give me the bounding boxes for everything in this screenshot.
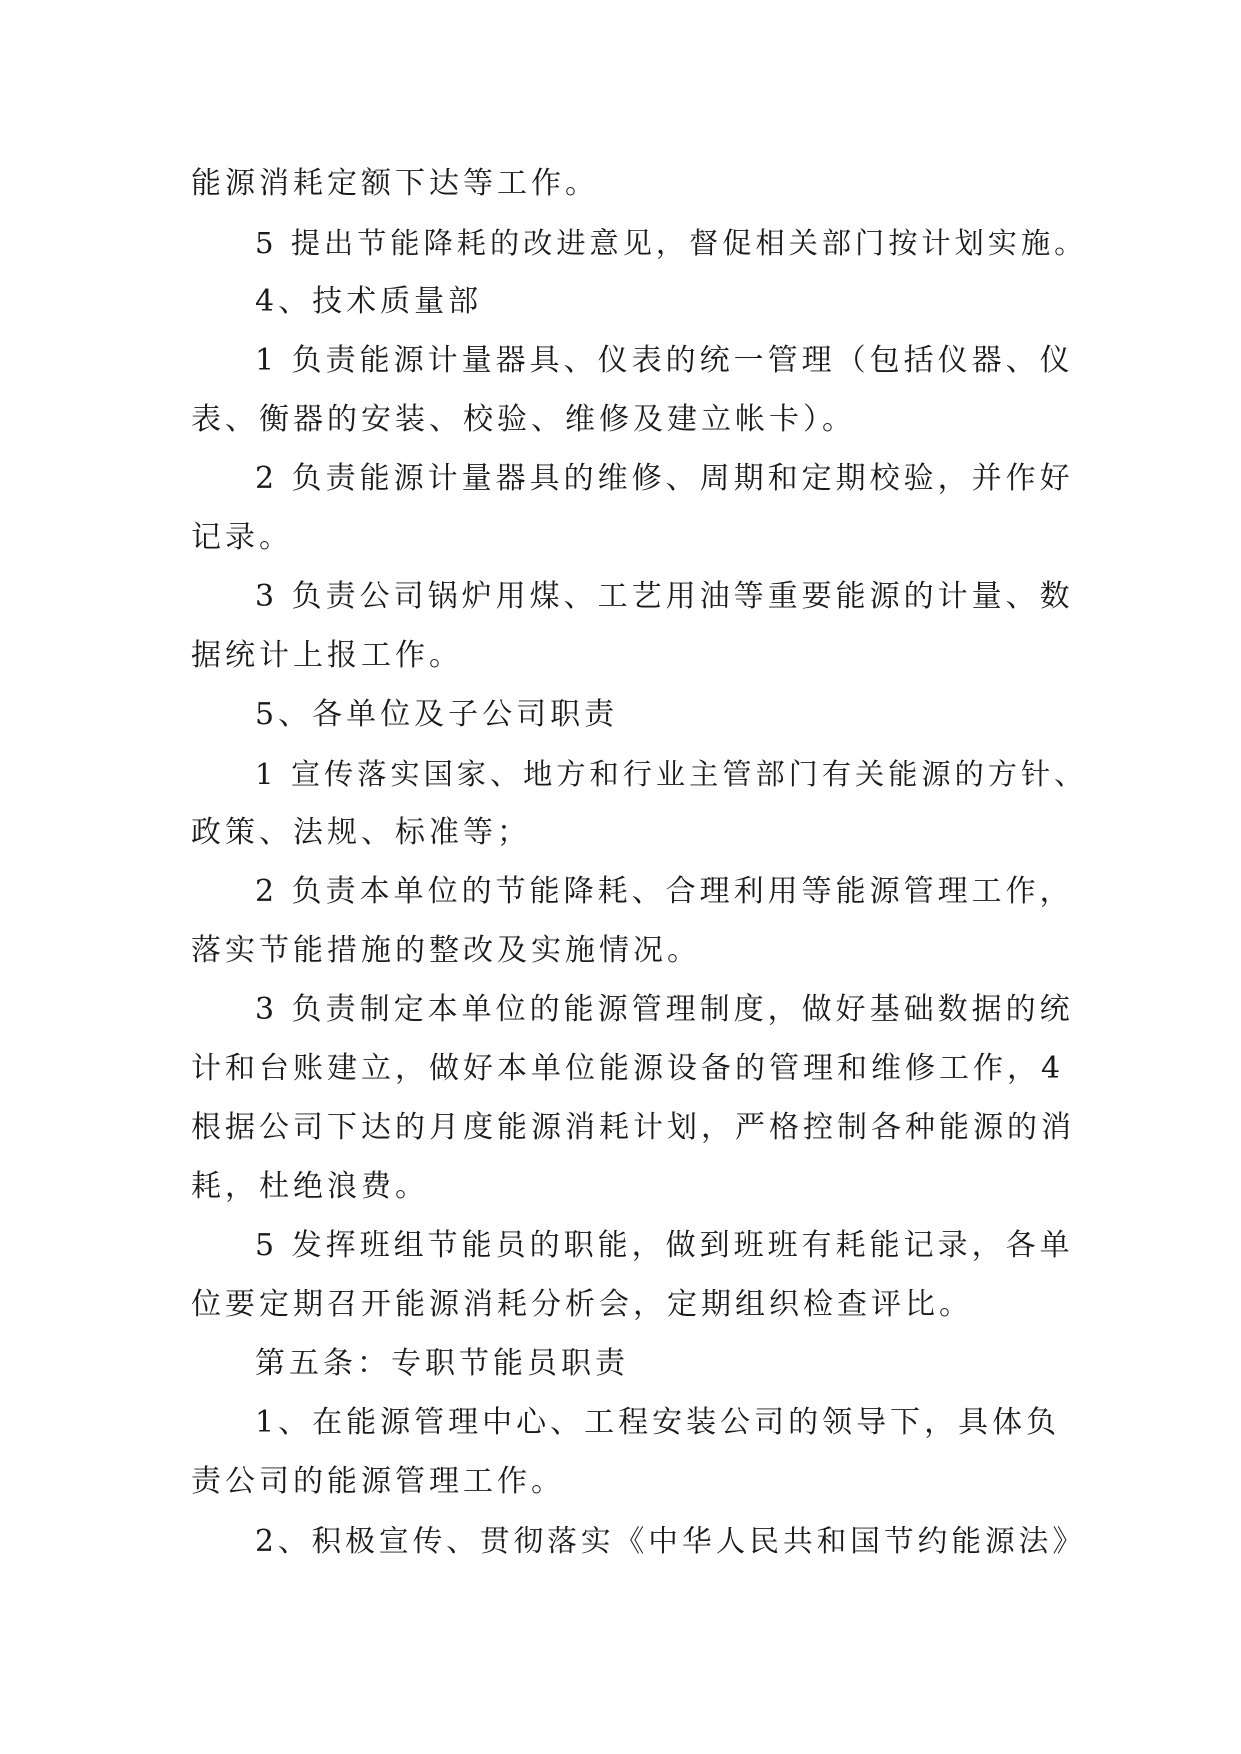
text-line-13: 2 负责本单位的节能降耗、合理利用等能源管理工作， [255,874,1074,909]
text-line-8: 3 负责公司锅炉用煤、工艺用油等重要能源的计量、数 [255,579,1074,614]
text-line-16: 计和台账建立，做好本单位能源设备的管理和维修工作，4 [191,1051,1065,1086]
text-line-23: 责公司的能源管理工作。 [191,1464,565,1499]
text-line-5: 表、衡器的安装、校验、维修及建立帐卡）。 [191,402,856,437]
section-heading-technical-quality: 4、技术质量部 [255,284,483,319]
article-heading-5: 第五条：专职节能员职责 [255,1346,629,1381]
text-line-14: 落实节能措施的整改及实施情况。 [191,933,701,968]
text-line-9: 据统计上报工作。 [191,638,463,673]
text-line-4: 1 负责能源计量器具、仪表的统一管理（包括仪器、仪 [255,343,1074,378]
text-line-18: 耗，杜绝浪费。 [191,1169,429,1204]
text-line-24: 2、积极宣传、贯彻落实《中华人民共和国节约能源法》 [255,1523,1087,1558]
text-line-15: 3 负责制定本单位的能源管理制度，做好基础数据的统 [255,992,1074,1027]
text-line-17: 根据公司下达的月度能源消耗计划，严格控制各种能源的消 [191,1110,1075,1145]
text-line-11: 1 宣传落实国家、地方和行业主管部门有关能源的方针、 [255,757,1088,791]
section-heading-units: 5、各单位及子公司职责 [255,697,619,732]
text-line-2: 5 提出节能降耗的改进意见，督促相关部门按计划实施。 [255,226,1088,260]
text-line-19: 5 发挥班组节能员的职能，做到班班有耗能记录，各单 [255,1228,1074,1263]
text-line-6: 2 负责能源计量器具的维修、周期和定期校验，并作好 [255,461,1074,496]
text-line-20: 位要定期召开能源消耗分析会，定期组织检查评比。 [191,1287,973,1322]
text-line-7: 记录。 [191,520,293,555]
text-line-22: 1、在能源管理中心、工程安装公司的领导下，具体负 [255,1405,1061,1440]
text-line-1: 能源消耗定额下达等工作。 [191,166,599,201]
text-line-12: 政策、法规、标准等； [191,815,531,850]
